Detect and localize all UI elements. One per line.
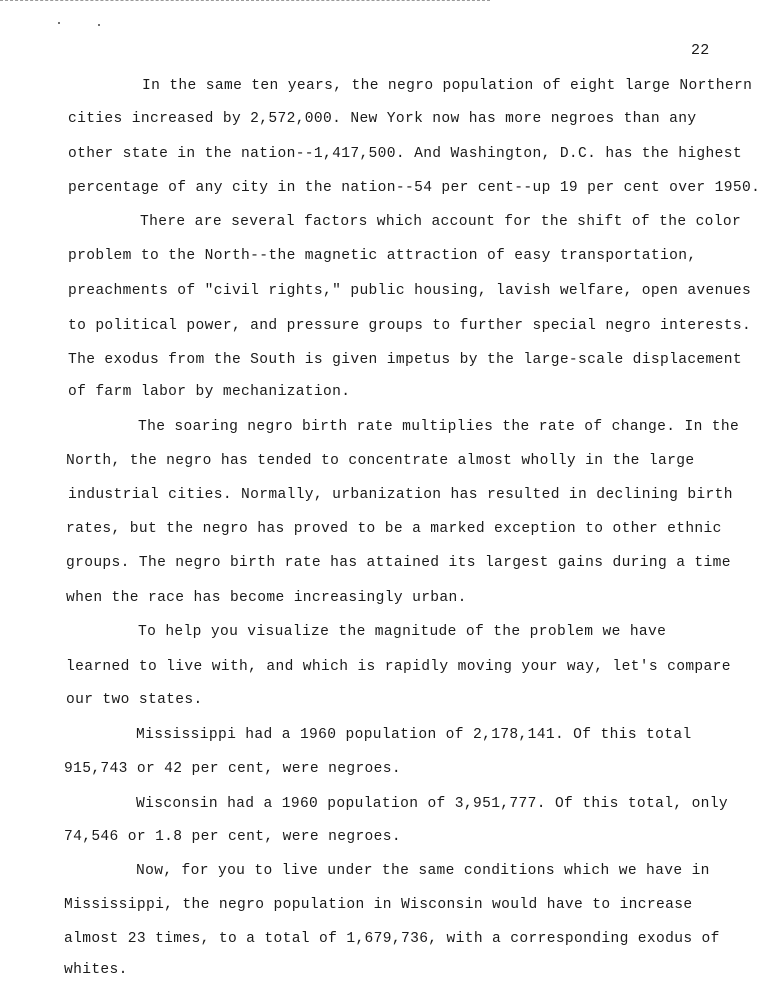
text-line: North, the negro has tended to concentrate almost wholly in the large — [66, 453, 695, 469]
text-line: preachments of "civil rights," public housing, lavish welfare, open avenues — [68, 283, 752, 299]
text-line: percentage of any city in the nation--54 per cent--up 19 per cent over 1950. — [68, 180, 761, 196]
scan-speck — [58, 22, 60, 24]
text-line: cities increased by 2,572,000. New York now has more negroes than any — [68, 111, 697, 127]
text-line: our two states. — [66, 692, 203, 708]
text-line: Wisconsin had a 1960 population of 3,951,777. Of this total, only — [136, 796, 728, 812]
text-line: Now, for you to live under the same conditions which we have in — [136, 863, 710, 879]
text-line: The exodus from the South is given impetus by the large-scale displacement — [68, 352, 742, 368]
text-line: 74,546 or 1.8 per cent, were negroes. — [64, 829, 401, 845]
text-line: problem to the North--the magnetic attraction of easy transportation, — [68, 248, 697, 264]
text-line: groups. The negro birth rate has attained its largest gains during a time — [66, 555, 731, 571]
text-line: to political power, and pressure groups to further special negro interests. — [68, 318, 752, 334]
text-line: To help you visualize the magnitude of the problem we have — [138, 624, 667, 640]
text-line: learned to live with, and which is rapidly moving your way, let's compare — [66, 659, 731, 675]
text-line: of farm labor by mechanization. — [68, 384, 351, 400]
text-line: In the same ten years, the negro population of eight large Northern — [142, 78, 753, 94]
page-number: 22 — [691, 42, 710, 59]
text-line: industrial cities. Normally, urbanization has resulted in declining birth — [68, 487, 733, 503]
text-line: Mississippi had a 1960 population of 2,178,141. Of this total — [136, 727, 692, 743]
text-line: whites. — [64, 962, 128, 978]
text-line: almost 23 times, to a total of 1,679,736, with a corresponding exodus of — [64, 931, 720, 947]
text-line: There are several factors which account for the shift of the color — [140, 214, 742, 230]
top-border-rule — [0, 0, 490, 1]
scan-speck — [98, 24, 100, 26]
text-line: Mississippi, the negro population in Wisconsin would have to increase — [64, 897, 693, 913]
text-line: other state in the nation--1,417,500. And Washington, D.C. has the highest — [68, 146, 742, 162]
text-line: rates, but the negro has proved to be a marked exception to other ethnic — [66, 521, 722, 537]
text-line: 915,743 or 42 per cent, were negroes. — [64, 761, 401, 777]
text-line: when the race has become increasingly urban. — [66, 590, 467, 606]
text-line: The soaring negro birth rate multiplies the rate of change. In the — [138, 419, 740, 435]
